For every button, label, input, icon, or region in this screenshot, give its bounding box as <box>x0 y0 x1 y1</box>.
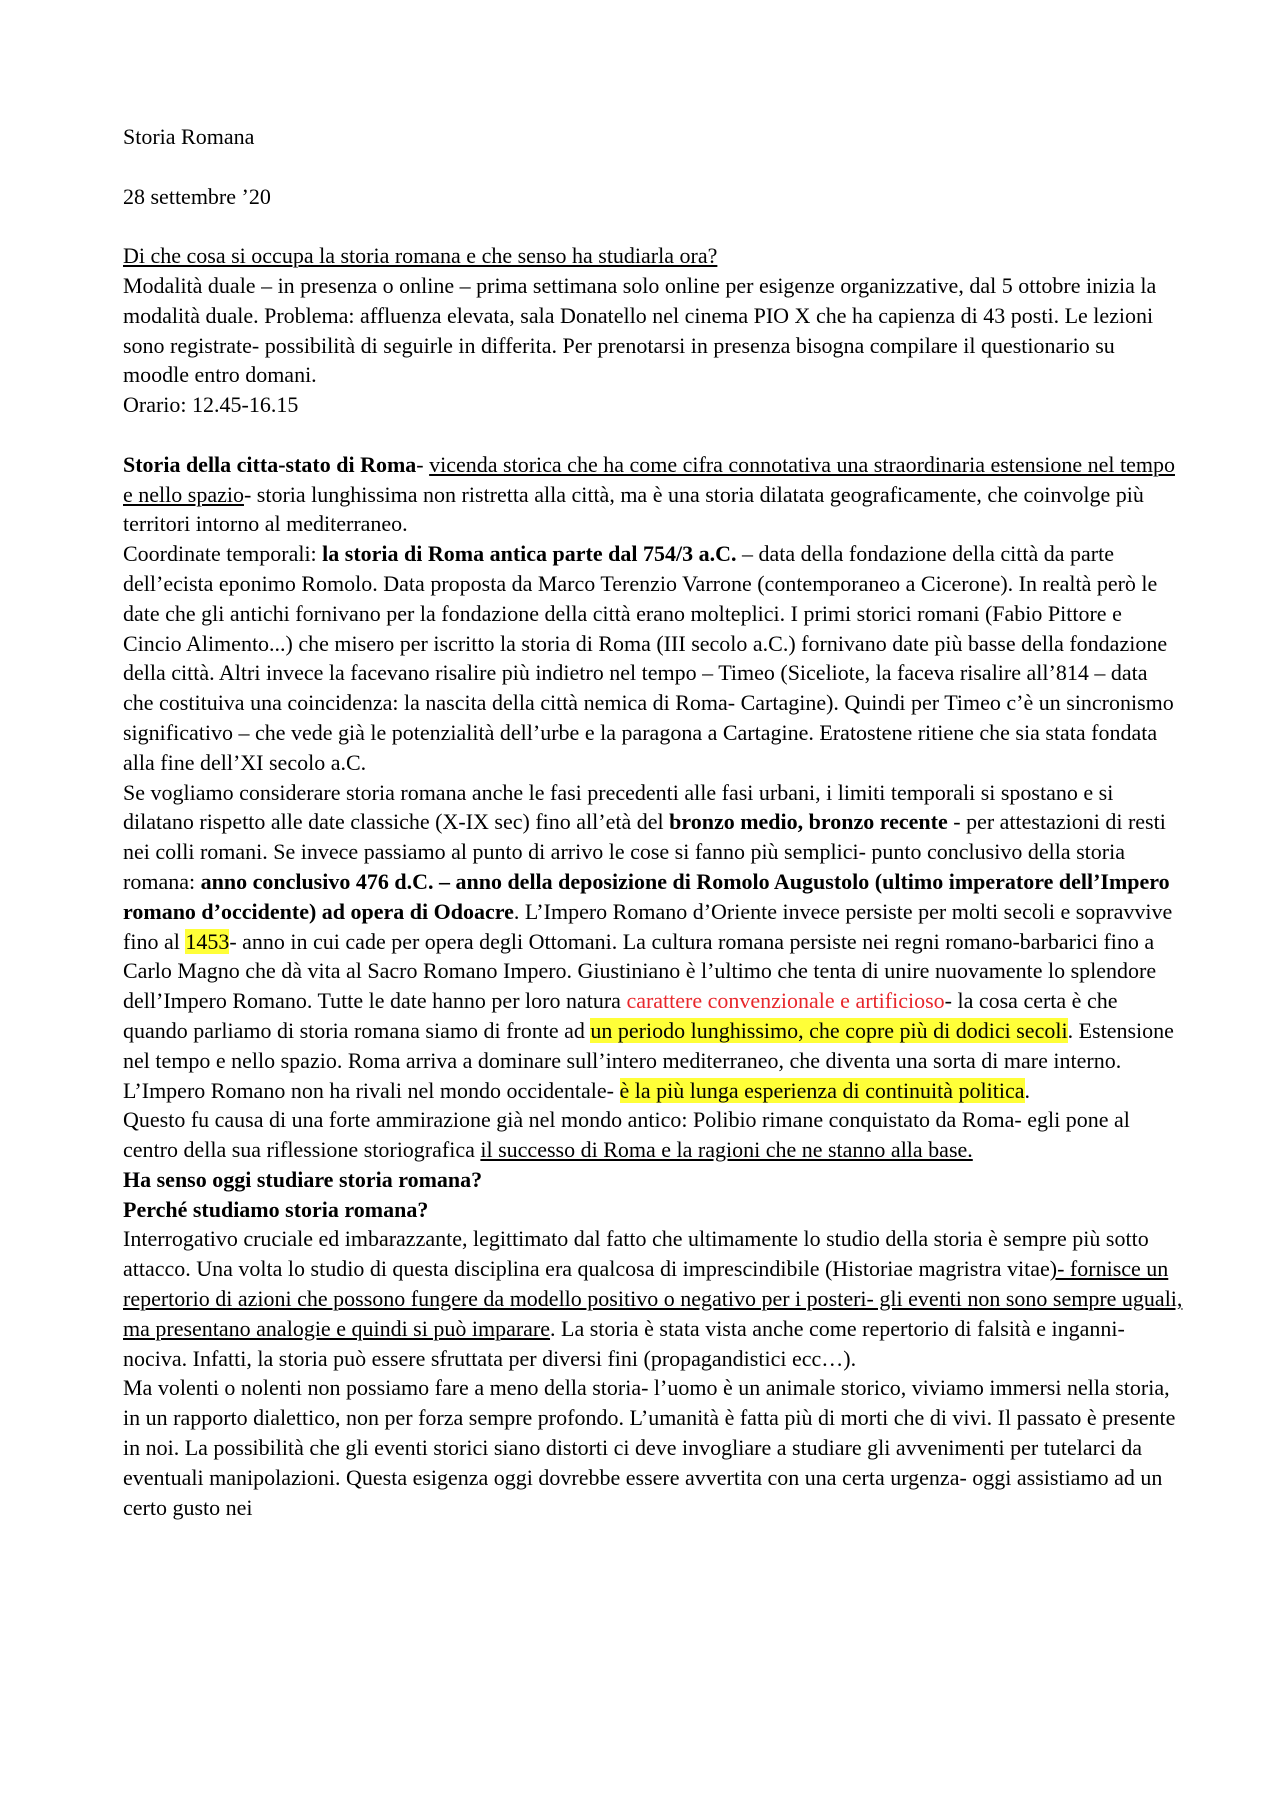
highlighted-text: 1453 <box>185 928 230 954</box>
text: . La storia è stata vista anche come repertorio di falsità e inganni- nociva. Infatti, la storia può essere sfruttata per diversi fini (propagandistici ecc…). <box>123 1315 1125 1371</box>
text: . Estensione nel tempo e nello spazio. Roma arriva a dominare sull’intero mediterraneo, che diventa una sorta di mare interno. L’Impero Romano non ha rivali nel mondo occidentale- <box>123 1017 1174 1103</box>
text: . L’Impero Romano d’Oriente invece persiste per molti secoli e sopravvive fino al <box>123 898 1173 954</box>
paragraph-polibio <box>123 1105 1183 1165</box>
text: Questo fu causa di una forte ammirazione già nel mondo antico: Polibio rimane conquistato da Roma- egli pone al centro della sua riflessione storiografica <box>123 1107 1130 1163</box>
question-text: Di che cosa si occupa la storia romana e che senso ha studiarla ora? <box>123 243 718 269</box>
underlined-text: vicenda storica che ha come cifra connotativa una straordinaria estensione nel tempo e nello spazio <box>123 451 1175 507</box>
paragraph-modalita: Modalità duale – in presenza o online – prima settimana solo online per esigenze organizzative, dal 5 ottobre inizia la modalità duale. Problema: affluenza elevata, sala Donatello nel cinema PIO X che ha capienza di 43 posti. Le lezioni sono registrate- possibilità di seguirle in differita. Per prenotarsi in presenza bisogna compilare il questionario su moodle entro domani. <box>123 272 1157 388</box>
text: - anno in cui cade per opera degli Ottomani. La cultura romana persiste nei regni romano-barbarici fino a Carlo Magno che dà vita al Sacro Romano Impero. Giustiniano è l’ultimo che tenta di unire nuovamente lo splendore dell’Impero Romano. Tutte le date hanno per loro natura <box>123 928 1157 1014</box>
text: - la cosa certa è che quando parliamo di storia romana siamo di fronte ad <box>123 988 1118 1043</box>
text: - per attestazioni di resti nei colli romani. Se invece passiamo al punto di arrivo le cose si fanno più semplici- punto conclusivo della storia romana: <box>123 809 1166 894</box>
spacer <box>123 152 1183 182</box>
text: - storia lunghissima non ristretta alla città, ma è una storia dilatata geograficamente, che coinvolge più territori intorno al mediterraneo. <box>123 481 1144 537</box>
spacer <box>123 420 1183 450</box>
bold-text: anno conclusivo 476 d.C. – anno della deposizione di Romolo Augustolo (ultimo imperatore dell’Impero romano d’occidente) ad opera di Odoacre <box>123 868 1170 924</box>
red-text: carattere convenzionale e artificioso <box>626 988 945 1014</box>
bold-text: bronzo medio, bronzo recente <box>669 809 948 835</box>
heading-question-1: Ha senso oggi studiare storia romana? <box>123 1166 483 1192</box>
text: - <box>416 451 430 477</box>
bold-text: la storia di Roma antica parte dal 754/3 a.C. <box>322 541 737 567</box>
text: Interrogativo cruciale ed imbarazzante, legittimato dal fatto che ultimamente lo studio della storia è sempre più sotto attacco. Una volta lo studio di questa disciplina era qualcosa di imprescindibile (Historiae magristra vitae <box>123 1226 1149 1282</box>
paragraph-interrogativo <box>123 1224 1183 1373</box>
paragraph-coordinate <box>123 539 1183 777</box>
spacer <box>123 211 1183 241</box>
paragraph-storia-citta <box>123 450 1183 539</box>
underlined-text: )- fornisce un repertorio di azioni che possono fungere da modello positivo o negativo per i posteri- gli eventi non sono sempre uguali, ma presentano analogie e quindi si può imparare <box>123 1256 1183 1341</box>
text: Coordinate temporali: <box>123 541 323 567</box>
paragraph-limiti <box>123 778 1183 1106</box>
section-question <box>123 241 1183 271</box>
doc-title: Storia Romana <box>123 124 255 149</box>
bold-text: Storia della citta-stato di Roma <box>123 451 417 477</box>
paragraph-orario: Orario: 12.45-16.15 <box>123 392 299 418</box>
highlighted-text: è la più lunga esperienza di continuità politica <box>619 1077 1025 1103</box>
text: – data della fondazione della città da parte dell’ecista eponimo Romolo. Data proposta da Marco Terenzio Varrone (contemporaneo a Cicerone). In realtà però le date che gli antichi fornivano per la fondazione della città erano molteplici. I primi storici romani (Fabio Pittore e Cincio Alimento...) che misero per iscritto la storia di Roma (III secolo a.C.) fornivano date più basse della fondazione della città. Altri invece la facevano risalire più indietro nel tempo – Timeo (Siceliote, la faceva risalire all’814 – data che costituiva una coincidenza: la nascita della città nemica di Roma- Cartagine). Quindi per Timeo c’è un sincronismo significativo – che vede già le potenzialità dell’urbe e la paragona a Cartagine. Eratostene ritiene che sia stata fondata alla fine dell’XI secolo a.C. <box>123 541 1174 775</box>
heading-question-2: Perché studiamo storia romana? <box>123 1196 429 1222</box>
paragraph-volenti: Ma volenti o nolenti non possiamo fare a meno della storia- l’uomo è un animale storico, viviamo immersi nella storia, in un rapporto dialettico, non per forza sempre profondo. L’umanità è fatta più di morti che di vivi. Il passato è presente in noi. La possibilità che gli eventi storici siano distorti ci deve invogliare a studiare gli avvenimenti per tutelarci da eventuali manipolazioni. Questa esigenza oggi dovrebbe essere avvertita con una certa urgenza- oggi assistiamo ad un certo gusto nei <box>123 1375 1176 1520</box>
text: . <box>1024 1077 1031 1103</box>
document-page <box>123 122 1183 1522</box>
text: Se vogliamo considerare storia romana anche le fasi precedenti alle fasi urbani, i limiti temporali si spostano e si dilatano rispetto alle date classiche (X-IX sec) fino all’età del <box>123 779 1114 835</box>
highlighted-text: un periodo lunghissimo, che copre più di dodici secoli <box>590 1017 1068 1043</box>
underlined-text: il successo di Roma e la ragioni che ne stanno alla base. <box>480 1137 973 1163</box>
doc-date: 28 settembre ’20 <box>123 183 271 209</box>
